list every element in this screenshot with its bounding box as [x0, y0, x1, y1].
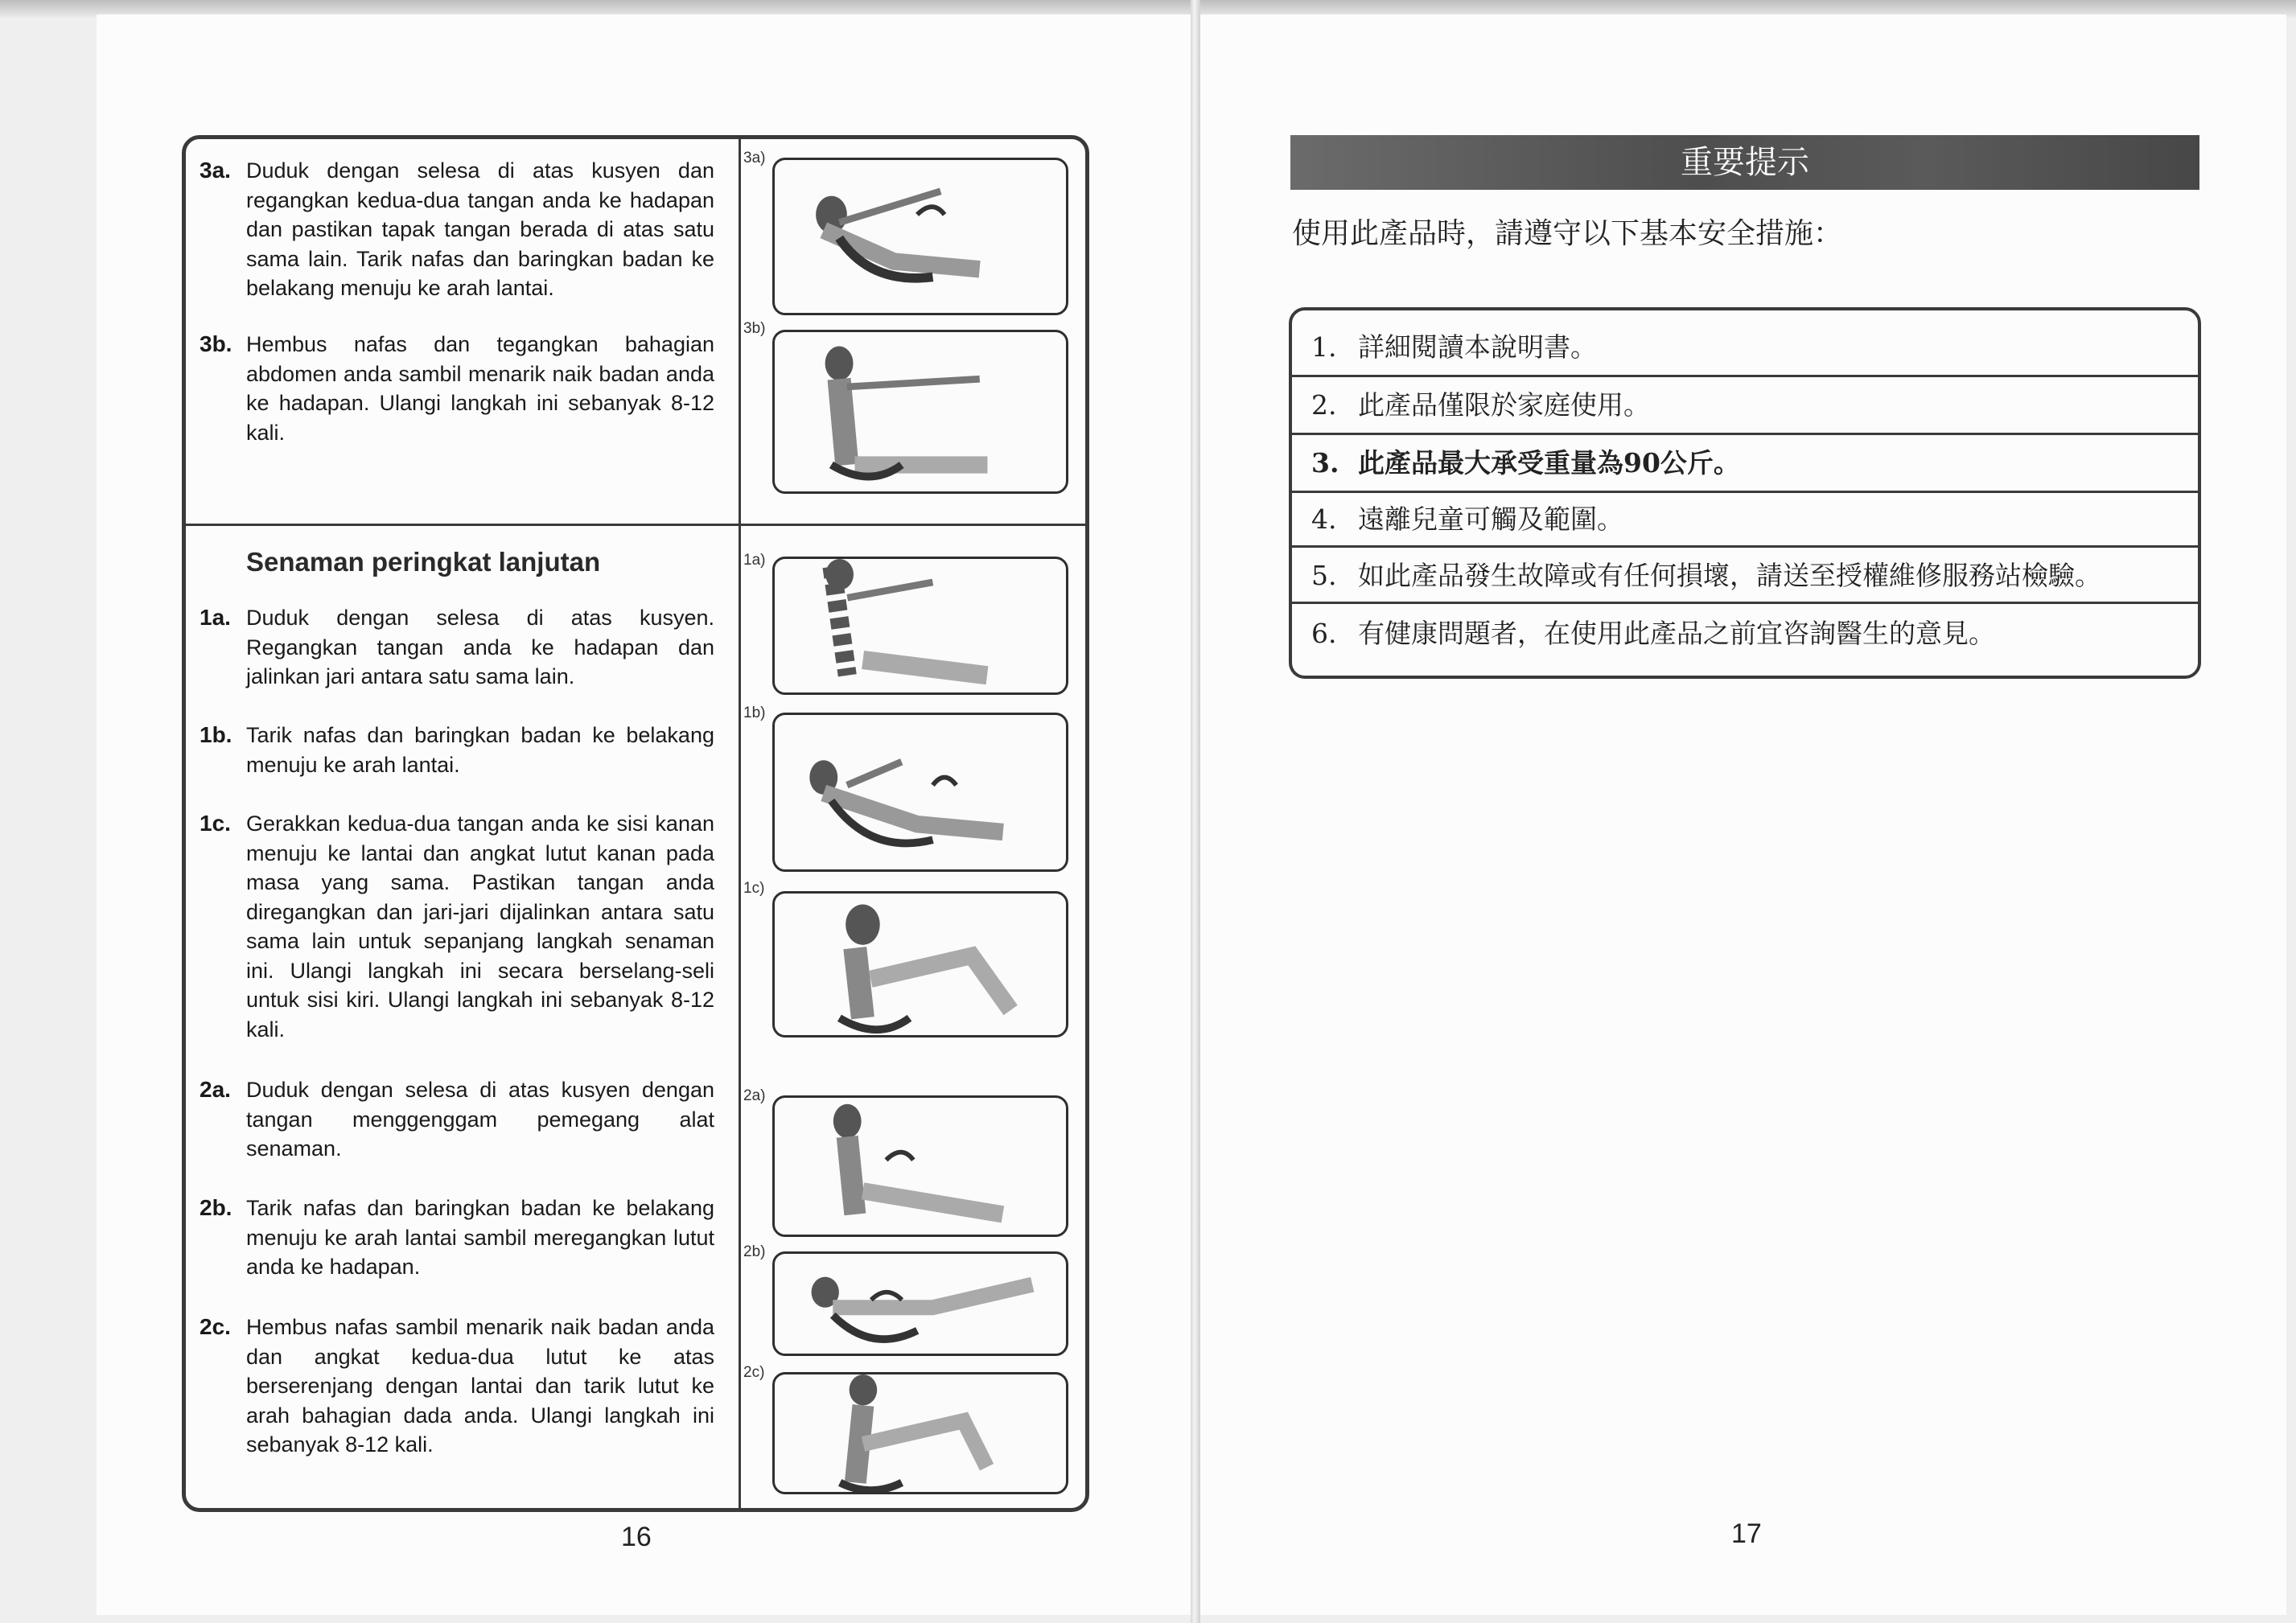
step-2c — [200, 1313, 714, 1460]
book-gutter — [1191, 0, 1200, 1623]
item-text: 有健康問題者，在使用此產品之前宜咨詢醫生的意見。 — [1358, 618, 1995, 649]
row-divider — [1290, 375, 2199, 377]
exercise-illustration-2b — [772, 1251, 1068, 1356]
step-number: 2c. — [200, 1314, 231, 1339]
figure-label-2a: 2a) — [743, 1087, 766, 1104]
intro-text: 使用此產品時，請遵守以下基本安全措施： — [1292, 217, 1843, 250]
page-number-left: 16 — [621, 1522, 652, 1552]
step-3a — [200, 156, 714, 303]
exercise-illustration-2c — [772, 1372, 1068, 1494]
item-number: 6. — [1311, 618, 1337, 649]
item-text: 此產品僅限於家庭使用。 — [1358, 389, 1650, 421]
safety-item-4 — [1311, 499, 1623, 536]
row-divider — [1290, 491, 2199, 493]
step-2b — [200, 1194, 714, 1282]
step-number: 1c. — [200, 811, 231, 836]
banner-title: 重要提示 — [1681, 144, 1809, 181]
item-number: 1. — [1311, 331, 1337, 363]
step-text: Duduk dengan selesa di atas kusyen. Regangkan tangan anda ke hadapan dan jalinkan jari antara satu sama lain. — [246, 606, 714, 688]
step-text: Hembus nafas sambil menarik naik badan anda dan angkat kedua-dua lutut ke atas berserenjang dengan lantai dan tarik lutut ke arah bahagian dada anda. Ulangi langkah ini sebanyak 8-12 kali. — [246, 1315, 714, 1457]
step-1c — [200, 809, 714, 1044]
column-divider — [739, 135, 741, 1512]
exercise-illustration-3a — [772, 158, 1068, 315]
section-divider — [183, 524, 1088, 526]
figure-label-3a: 3a) — [743, 150, 766, 166]
step-text: Tarik nafas dan baringkan badan ke belakang menuju ke arah lantai sambil meregangkan lutut anda ke hadapan. — [246, 1196, 714, 1279]
item-text: 此產品最大承受重量為90公斤。 — [1358, 447, 1740, 479]
step-text: Gerakkan kedua-dua tangan anda ke sisi kanan menuju ke lantai dan angkat lutut kanan pada masa yang sama. Pastikan tangan anda diregangkan dan jari-jari dijalinkan antara satu sama lain untuk sepanjang langkah senaman ini. Ulangi langkah ini secara berselang-seli untuk sisi kiri. Ulangi langkah ini sebanyak 8-12 kali. — [246, 812, 714, 1042]
safety-item-1 — [1311, 327, 1597, 364]
figure-label-3b: 3b) — [743, 320, 766, 337]
step-text: Duduk dengan selesa di atas kusyen dan regangkan kedua-dua tangan anda ke hadapan dan pastikan tapak tangan berada di atas satu sama lain. Tarik nafas dan baringkan badan ke belakang menuju ke arah lantai. — [246, 158, 714, 300]
safety-item-3 — [1311, 442, 1740, 480]
row-divider — [1290, 545, 2199, 548]
figure-label-1c: 1c) — [743, 880, 765, 897]
item-number: 3. — [1311, 447, 1339, 479]
exercise-illustration-3b — [772, 330, 1068, 494]
row-divider — [1290, 602, 2199, 604]
exercise-illustration-2a — [772, 1095, 1068, 1237]
figure-label-1a: 1a) — [743, 552, 766, 569]
step-1b — [200, 721, 714, 779]
step-number: 2a. — [200, 1077, 231, 1102]
step-text: Tarik nafas dan baringkan badan ke belakang menuju ke arah lantai. — [246, 723, 714, 777]
item-text: 遠離兒童可觸及範圍。 — [1358, 503, 1623, 535]
exercise-illustration-1a — [772, 557, 1068, 695]
step-number: 3b. — [200, 331, 232, 356]
row-divider — [1290, 433, 2199, 435]
step-text: Hembus nafas dan tegangkan bahagian abdomen anda sambil menarik naik badan anda ke hadapan. Ulangi langkah ini sebanyak 8-12 kali. — [246, 332, 714, 445]
item-text: 如此產品發生故障或有任何損壞，請送至授權維修服務站檢驗。 — [1358, 560, 2101, 591]
step-1a — [200, 603, 714, 692]
item-number: 2. — [1311, 389, 1337, 421]
item-number: 5. — [1311, 560, 1337, 591]
safety-item-2 — [1311, 384, 1650, 422]
right-page — [1200, 14, 2286, 1615]
figure-label-2c: 2c) — [743, 1364, 765, 1381]
figure-label-2b: 2b) — [743, 1243, 766, 1260]
exercise-illustration-1b — [772, 713, 1068, 872]
safety-item-6 — [1311, 613, 1995, 651]
step-number: 1a. — [200, 605, 231, 630]
page-number-right: 17 — [1731, 1518, 1762, 1549]
step-number: 1b. — [200, 722, 232, 747]
exercise-illustration-1c — [772, 891, 1068, 1037]
section-title: Senaman peringkat lanjutan — [246, 547, 601, 577]
step-number: 2b. — [200, 1195, 232, 1220]
item-text: 詳細閱讀本說明書。 — [1358, 331, 1597, 363]
step-text: Duduk dengan selesa di atas kusyen dengan tangan menggenggam pemegang alat senaman. — [246, 1078, 714, 1161]
step-2a — [200, 1075, 714, 1164]
item-number: 4. — [1311, 503, 1337, 535]
step-3b — [200, 330, 714, 447]
figure-label-1b: 1b) — [743, 705, 766, 721]
step-number: 3a. — [200, 158, 231, 183]
safety-item-5 — [1311, 555, 2101, 593]
